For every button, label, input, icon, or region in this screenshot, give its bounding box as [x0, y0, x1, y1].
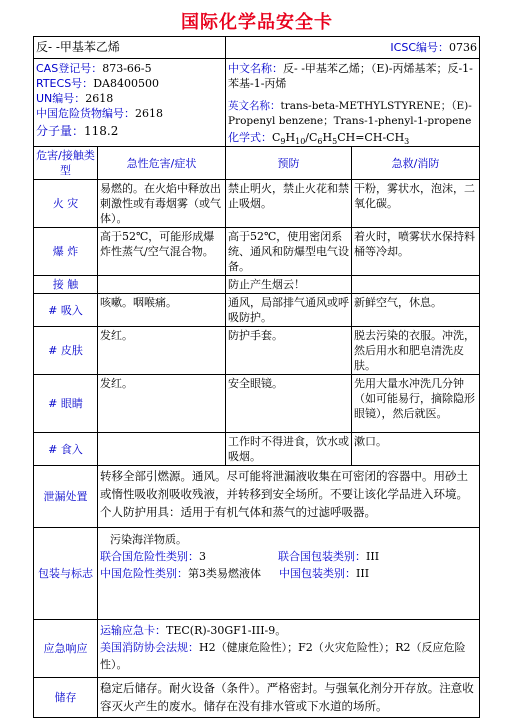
names-cell [226, 59, 480, 147]
identifiers-cell [34, 59, 226, 147]
packaging-cell [98, 528, 480, 620]
formula-label: 化学式： [228, 131, 272, 144]
rtecs-label: RTECS号： [36, 77, 94, 90]
prevention-cell: 防护手套。 [226, 327, 352, 375]
symptom-cell [98, 433, 226, 466]
un-class-label: 联合国危险性类别： [100, 550, 199, 563]
cas-label: CAS登记号： [36, 62, 103, 75]
un-class-value: 3 [199, 550, 206, 563]
en-name-value: trans-beta-METHYLSTYRENE；（E)-Propenyl benzene；Trans-1-phenyl-1-propene [228, 100, 472, 127]
cn-name-value: 反- -甲基苯乙烯；（E)-丙烯基苯；反-1-苯基-1-丙烯 [228, 62, 473, 90]
cn-hazard-label: 中国危险货物编号： [36, 107, 135, 120]
nfpa-value: H2（健康危险性）；F2（火灾危险性）；R2（反应危险性）。 [100, 641, 466, 671]
column-header-row [34, 147, 480, 180]
hazard-type-contact: 接 触 [34, 276, 98, 294]
symptom-cell: 易燃的。在火焰中释放出刺激性或有毒烟雾（或气体）。 [98, 180, 226, 228]
spill-text: 转移全部引燃源。通风。尽可能将泄漏液收集在可密闭的容器中。用砂土或惰性吸收剂吸收残液，并转移到安全场所。不要让该化学品进入环境。个人防护用具：适用于有机气体和蒸气的过滤呼吸器。 [98, 466, 480, 528]
aid-cell: 先用大量水冲洗几分钟（如可能易行，摘除隐形眼镜），然后就医。 [352, 375, 480, 433]
identifiers-row [34, 59, 480, 147]
symptom-cell: 发红。 [98, 327, 226, 375]
cn-class-label: 中国危险性类别： [100, 567, 188, 580]
symptom-cell [98, 276, 226, 294]
storage-text: 稳定后储存。耐火设备（条件）。严格密封。与强氧化剂分开存放。注意收容灭火产生的废水。储存在没有排水管或下水道的场所。 [98, 678, 480, 718]
en-name-label: 英文名称： [228, 100, 281, 112]
cas-value: 873-66-5 [102, 62, 152, 75]
symptom-cell: 发红。 [98, 375, 226, 433]
column-header-aid: 急救/消防 [352, 147, 480, 180]
prevention-cell: 工作时不得进食，饮水或吸烟。 [226, 433, 352, 466]
aid-cell [352, 276, 480, 294]
icsc-label: ICSC编号： [390, 41, 449, 54]
emergency-label: 应急响应 [34, 620, 98, 678]
marine-pollutant: 污染海洋物质。 [110, 533, 187, 546]
packaging-label: 包装与标志 [34, 528, 98, 620]
aid-cell: 漱口。 [352, 433, 480, 466]
safety-card-table [33, 36, 480, 718]
symptom-cell: 高于52℃，可能形成爆炸性蒸气/空气混合物。 [98, 228, 226, 276]
chemical-name: 反- -甲基苯乙烯 [36, 40, 120, 54]
table-row [34, 180, 480, 228]
table-row [34, 375, 480, 433]
hazard-type-fire: 火 灾 [34, 180, 98, 228]
cn-class-value: 第3类易燃液体 [188, 567, 261, 580]
prevention-cell: 禁止明火，禁止火花和禁止吸烟。 [226, 180, 352, 228]
symptom-cell: 咳嗽。咽喉痛。 [98, 294, 226, 327]
mw-label: 分子量： [36, 124, 85, 138]
column-header-symptom: 急性危害/症状 [98, 147, 226, 180]
cn-pack-value: III [356, 567, 370, 580]
table-row [34, 433, 480, 466]
spill-label: 泄漏处置 [34, 466, 98, 528]
emergency-card-value: TEC(R)-30GF1-III-9。 [166, 624, 287, 637]
hazard-type-skin: # 皮肤 [34, 327, 98, 375]
chemical-name-header [34, 37, 226, 59]
nfpa-label: 美国消防协会法规： [100, 641, 199, 654]
cn-hazard-value: 2618 [135, 107, 163, 120]
table-row [34, 276, 480, 294]
prevention-cell: 防止产生烟云！ [226, 276, 352, 294]
table-row [34, 294, 480, 327]
table-row [34, 228, 480, 276]
emergency-row [34, 620, 480, 678]
un-label: UN编号： [36, 92, 86, 105]
cn-name-label: 中文名称： [228, 62, 283, 75]
card-title: 国际化学品安全卡 [181, 12, 333, 33]
hazard-type-ingestion: # 食入 [34, 433, 98, 466]
storage-row [34, 678, 480, 718]
prevention-cell: 通风，局部排气通风或呼吸防护。 [226, 294, 352, 327]
aid-cell: 着火时，喷雾状水保持料桶等冷却。 [352, 228, 480, 276]
storage-label: 储存 [34, 678, 98, 718]
aid-cell: 脱去污染的衣服。冲洗，然后用水和肥皂清洗皮肤。 [352, 327, 480, 375]
icsc-number-cell [226, 37, 480, 59]
table-row [34, 327, 480, 375]
column-header-type: 危害/接触类型 [34, 147, 98, 180]
un-value: 2618 [85, 92, 114, 105]
packaging-row [34, 528, 480, 620]
icsc-value: 0736 [449, 41, 477, 54]
un-pack-value: III [366, 550, 380, 563]
emergency-cell [98, 620, 480, 678]
column-header-prevention: 预防 [226, 147, 352, 180]
prevention-cell: 高于52℃，使用密闭系统、通风和防爆型电气设备。 [226, 228, 352, 276]
hazard-type-inhalation: # 吸入 [34, 294, 98, 327]
emergency-card-label: 运输应急卡： [100, 624, 166, 637]
hazard-type-explosion: 爆 炸 [34, 228, 98, 276]
cn-pack-label: 中国包装类别： [279, 567, 356, 580]
chemical-formula: $C_9H_{10}/C_6H_5CH=CH-CH_3$ [272, 131, 410, 147]
mw-value: 118.2 [84, 124, 119, 138]
aid-cell: 新鲜空气，休息。 [352, 294, 480, 327]
prevention-cell: 安全眼镜。 [226, 375, 352, 433]
hazard-type-eyes: # 眼睛 [34, 375, 98, 433]
spill-row [34, 466, 480, 528]
rtecs-value: DA8400500 [93, 77, 159, 90]
un-pack-label: 联合国包装类别： [278, 550, 366, 563]
header-row [34, 37, 480, 59]
aid-cell: 干粉，雾状水，泡沫，二氧化碳。 [352, 180, 480, 228]
